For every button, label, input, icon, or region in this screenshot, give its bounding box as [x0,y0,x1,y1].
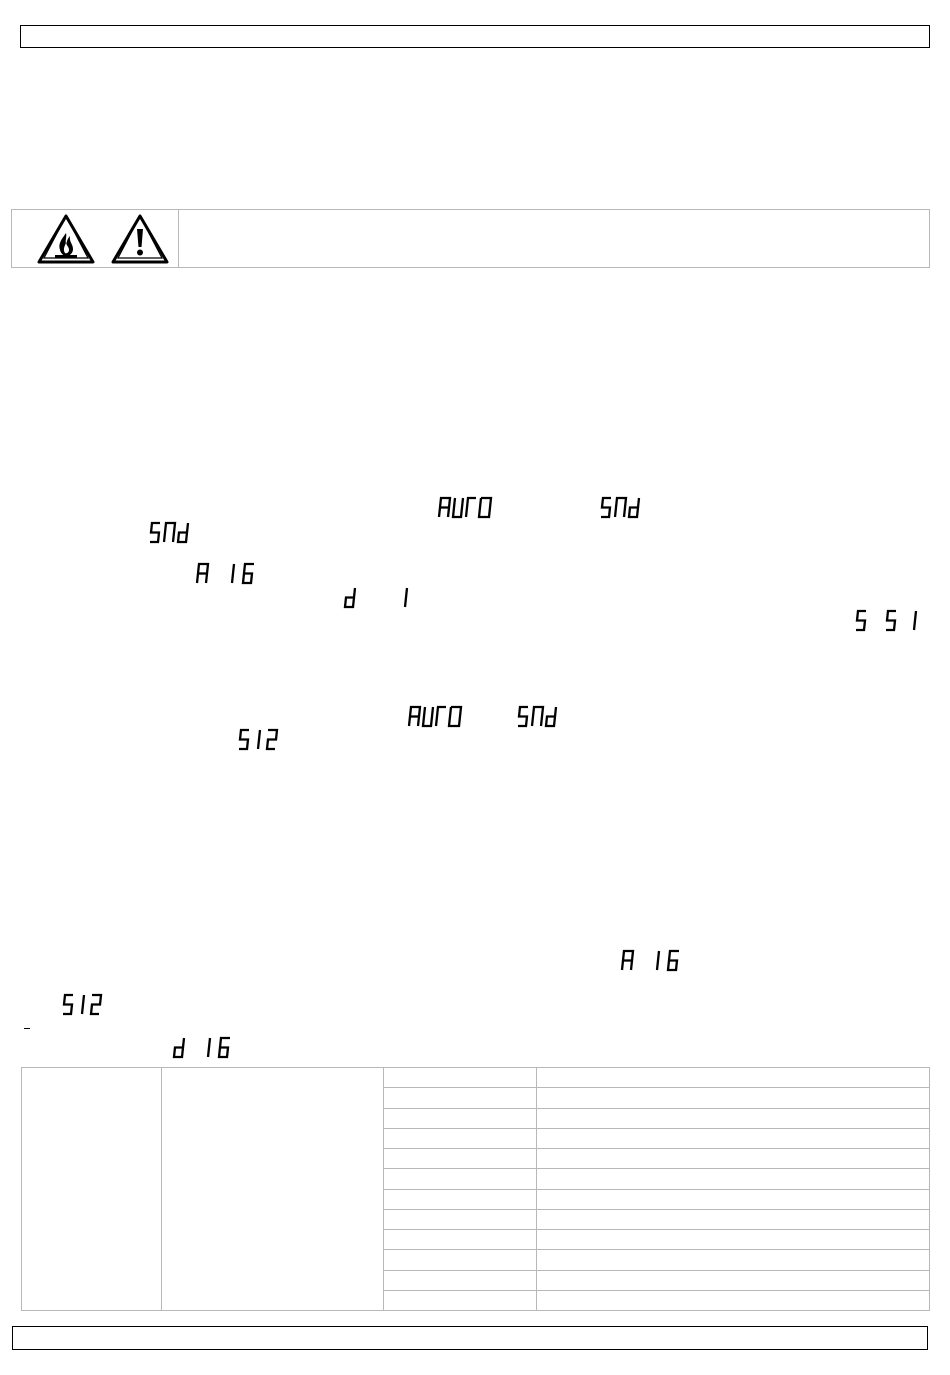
table-cell [537,1290,930,1310]
table-cell [537,1270,930,1290]
table-cell [384,1149,537,1169]
settings-table [21,1067,930,1311]
small-dash-mark [24,1028,30,1029]
table-cell [537,1250,930,1270]
table-cell [384,1209,537,1229]
table-cell [384,1189,537,1209]
table-cell [384,1108,537,1128]
table-cell [537,1088,930,1108]
table-cell [384,1068,537,1088]
table-cell [384,1270,537,1290]
table-cell-group [162,1068,384,1311]
page-header-bar [20,25,930,48]
display-code-snd [517,706,559,728]
table-cell [537,1189,930,1209]
display-code-auto [408,706,464,728]
table-cell-group [22,1068,162,1311]
table-cell [537,1149,930,1169]
page-footer-bar [12,1326,928,1350]
display-code-a16 [196,563,258,585]
display-code-auto [438,497,494,519]
table-cell [537,1108,930,1128]
table-cell [384,1128,537,1148]
display-code-d1 [343,587,413,609]
table-cell [537,1068,930,1088]
table-cell [537,1209,930,1229]
table-cell [537,1230,930,1250]
display-code-snd [149,522,191,544]
table-cell [384,1290,537,1310]
display-code-d16 [172,1037,234,1059]
display-code-snd [600,497,642,519]
table-cell [384,1230,537,1250]
display-code-s12 [62,994,108,1016]
table-cell [537,1128,930,1148]
display-code-a16 [621,950,683,972]
table-row [22,1068,930,1088]
table-cell [384,1250,537,1270]
warning-icons [36,213,172,265]
table-cell [537,1169,930,1189]
warning-box [11,209,930,268]
table-cell [384,1088,537,1108]
display-code-s-s1 [855,610,921,632]
table-cell [384,1169,537,1189]
warning-divider [178,210,179,267]
flammable-warning-icon [36,213,172,265]
display-code-s12 [238,729,284,751]
